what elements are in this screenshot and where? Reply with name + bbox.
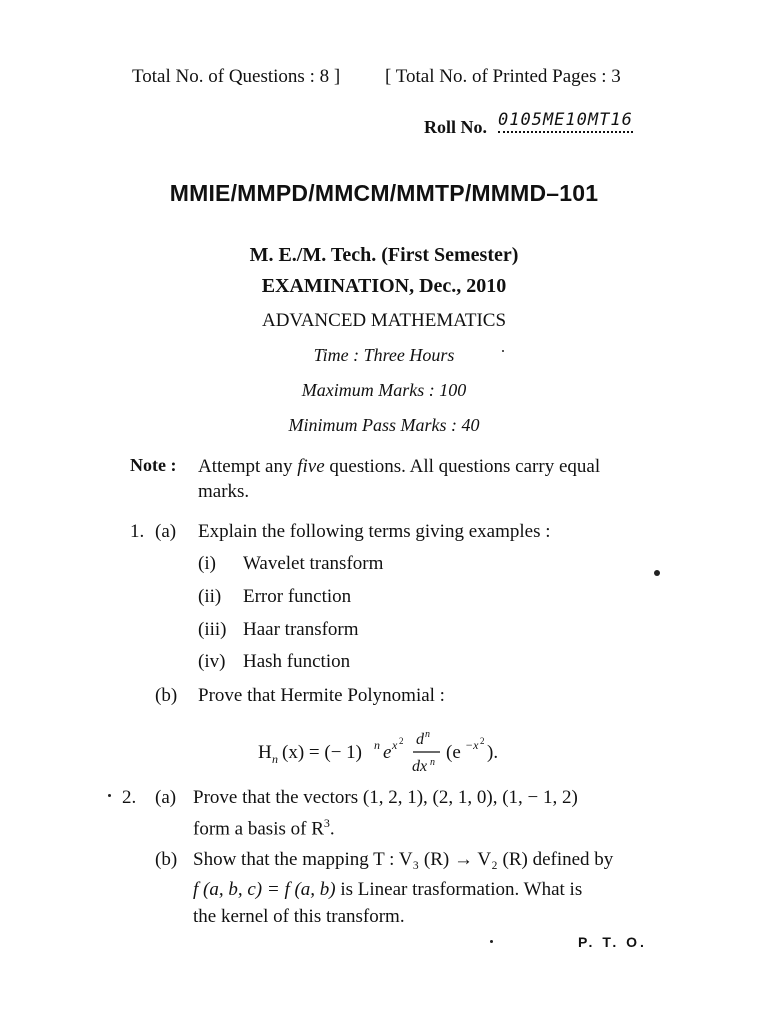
question-1-item-text: Hash function — [243, 651, 351, 672]
question-2b-mapping: f (a, b, c) = f (a, b) — [193, 879, 336, 900]
paper-code: MMIE/MMPD/MMCM/MMTP/MMMD–101 — [169, 180, 599, 206]
note-text-continued: marks. — [198, 481, 250, 502]
question-1-item-label: (i) — [198, 553, 216, 574]
scan-speck — [654, 570, 660, 576]
formula-tail-open: (e — [446, 742, 461, 763]
question-2a-text-part: . — [329, 818, 335, 840]
question-1-item-label: (ii) — [198, 586, 222, 607]
question-2b-text: Show that the mapping T : V₃ (R) → V₂ (R) defined by — [193, 849, 614, 870]
note-text-part: Attempt any — [198, 456, 298, 477]
formula-numerator-n: n — [425, 729, 430, 740]
formula-exp-x: x — [392, 738, 398, 752]
roll-number-value: 0105ME10MT16 — [498, 110, 633, 133]
note-label: Note : — [130, 455, 177, 475]
roll-number-label: Roll No. — [424, 117, 487, 137]
formula-denominator-n: n — [430, 757, 435, 768]
note-emphasis: five — [297, 456, 325, 477]
question-2b-text-continued — [193, 879, 582, 901]
formula-tail-close: ). — [487, 742, 499, 763]
scan-speck — [108, 794, 111, 797]
formula-argument: (x) = (− 1) — [282, 742, 362, 763]
question-2a-text: Prove that the vectors (1, 2, 1), (2, 1, 0), (1, − 1, 2) — [193, 787, 578, 808]
question-1b-text: Prove that Hermite Polynomial : — [198, 685, 445, 706]
question-2a-text-part: form a basis of R — [193, 818, 324, 840]
time-allowed: Time : Three Hours — [313, 345, 455, 365]
question-1-number: 1. — [130, 521, 145, 542]
course-title: M. E./M. Tech. (First Semester) — [249, 244, 519, 266]
formula-subscript: n — [272, 752, 278, 766]
question-1a-text: Explain the following terms giving examples : — [198, 521, 551, 542]
question-2b-label: (b) — [155, 849, 178, 870]
question-1-item-label: (iv) — [198, 651, 226, 672]
scan-speck — [502, 350, 504, 352]
hermite-formula — [258, 725, 558, 785]
formula-tail-square: 2 — [480, 736, 485, 746]
formula-lhs: H — [258, 742, 272, 763]
scan-speck — [490, 940, 493, 943]
formula-e: e — [383, 742, 392, 763]
question-2-number: 2. — [122, 787, 137, 808]
question-1-item-label: (iii) — [198, 619, 227, 640]
note-text-part: questions. All questions carry equal — [324, 456, 601, 477]
question-2b-text-part: is Linear trasformation. What is — [335, 879, 583, 900]
note-text — [198, 456, 600, 478]
question-1-item-text: Error function — [243, 586, 352, 607]
formula-tail-exponent: −x — [465, 738, 479, 752]
formula-power-n: n — [374, 738, 380, 752]
question-2a-label: (a) — [155, 787, 177, 808]
question-1-item-text: Haar transform — [243, 619, 359, 640]
total-pages: [ Total No. of Printed Pages : 3 — [385, 66, 621, 87]
total-questions: Total No. of Questions : 8 ] — [132, 66, 341, 87]
exam-title: EXAMINATION, Dec., 2010 — [261, 275, 507, 297]
formula-numerator-d: d — [416, 731, 424, 748]
subject-title: ADVANCED MATHEMATICS — [261, 310, 507, 331]
question-1a-label: (a) — [155, 521, 177, 542]
question-1b-label: (b) — [155, 685, 178, 706]
question-2b-text-final: the kernel of this transform. — [193, 906, 405, 927]
formula-exp-square: 2 — [399, 736, 404, 746]
formula-denominator-dx: dx — [412, 758, 428, 775]
minimum-pass-marks: Minimum Pass Marks : 40 — [288, 415, 480, 435]
question-2a-text-continued — [193, 816, 335, 840]
please-turn-over: P. T. O. — [578, 934, 647, 950]
question-1-item-text: Wavelet transform — [243, 553, 384, 574]
maximum-marks: Maximum Marks : 100 — [301, 380, 467, 400]
question-2a-superscript: 3 — [323, 816, 330, 830]
